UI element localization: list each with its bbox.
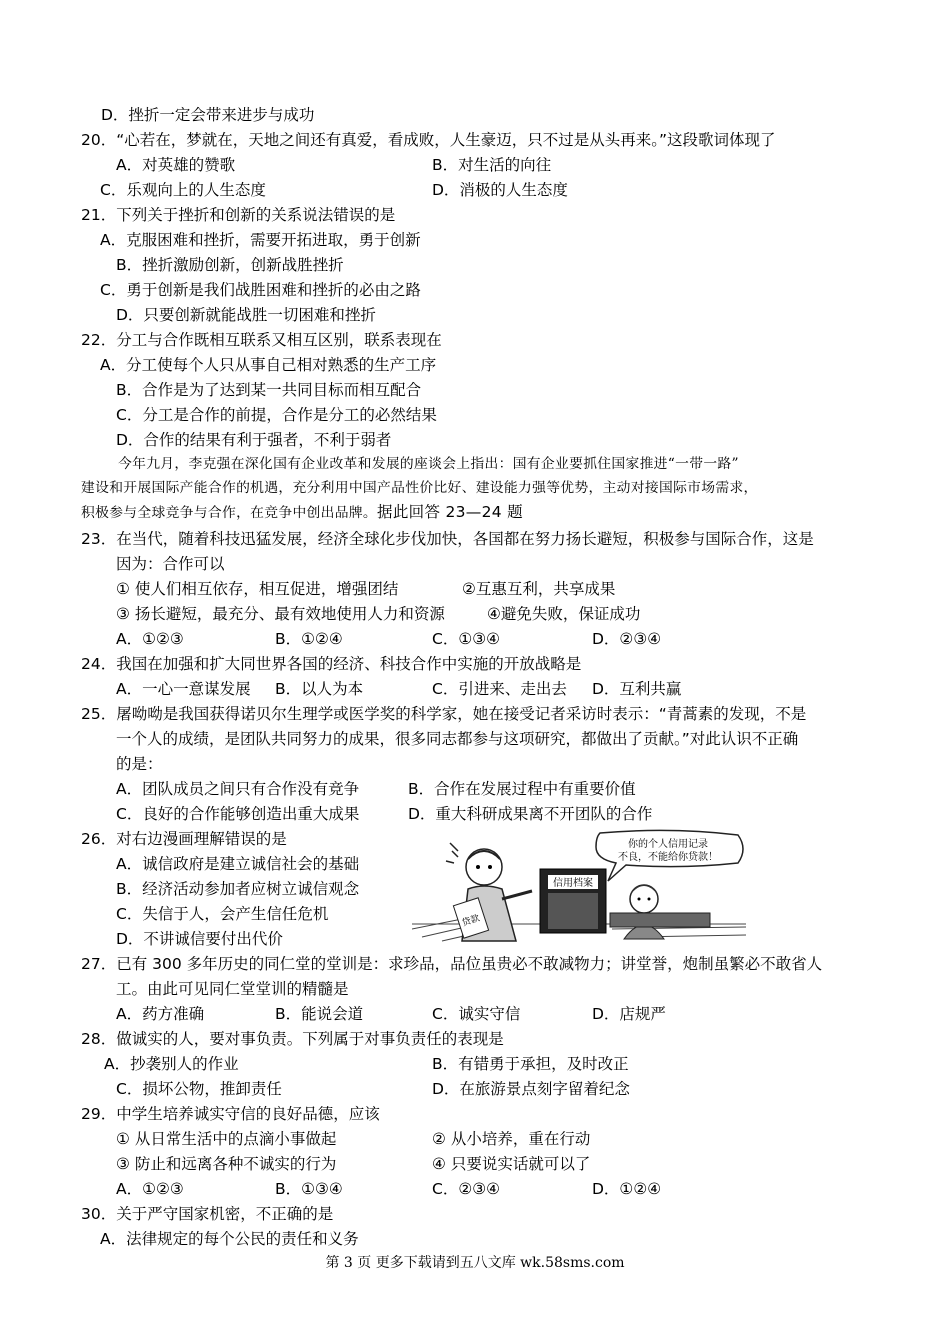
q25-option-c: C．良好的合作能够创造出重大成果 [116,805,360,823]
q25-stem-3: 的是： [116,755,163,773]
q29-choice-4: ④ 只要说实话就可以了 [432,1155,591,1173]
q25-option-a: A．团队成员之间只有合作没有竞争 [116,780,360,798]
q29-option-c: C．②③④ [432,1180,501,1198]
q23-choice-2: ②互惠互利，共享成果 [462,580,616,598]
q28-stem: 28．做诚实的人，要对事负责。下列属于对事负责任的表现是 [81,1030,504,1048]
q21-option-c: C．勇于创新是我们战胜困难和挫折的必由之路 [100,281,421,299]
passage-line-1: 今年九月，李克强在深化国有企业改革和发展的座谈会上指出：国有企业要抓住国家推进“一带一路” [118,456,739,472]
passage-line-3 [81,501,523,524]
q29-option-b: B．①③④ [275,1180,343,1198]
cartoon-loan-paper: 贷款 [460,913,482,929]
q30-stem: 30．关于严守国家机密，不正确的是 [81,1205,334,1223]
q27-option-d: D．店规严 [592,1005,666,1023]
q24-option-c: C．引进来、走出去 [432,680,567,698]
q29-option-a: A．①②③ [116,1180,184,1198]
q20-option-b: B．对生活的向往 [432,156,552,174]
q29-choice-2: ② 从小培养，重在行动 [432,1130,591,1148]
credit-cartoon-illustration [412,829,746,943]
page-footer: 第 3 页 更多下载请到五八文库 wk.58sms.com [325,1255,625,1271]
q24-stem: 24．我国在加强和扩大同世界各国的经济、科技合作中实施的开放战略是 [81,655,582,673]
q24-option-a: A．一心一意谋发展 [116,680,251,698]
passage-instruction: 据此回答 23—24 题 [377,503,523,521]
q25-option-b: B．合作在发展过程中有重要价值 [408,780,636,798]
q23-stem-2: 因为：合作可以 [116,555,225,573]
q19-option-d: D．挫折一定会带来进步与成功 [101,106,315,124]
q28-option-c: C．损坏公物，推卸责任 [116,1080,282,1098]
q21-option-a: A．克服困难和挫折，需要开拓进取，勇于创新 [100,231,421,249]
q26-option-c: C．失信于人，会产生信任危机 [116,905,329,923]
q20-option-d: D．消极的人生态度 [432,181,568,199]
q20-option-c: C．乐观向上的人生态度 [100,181,266,199]
q23-option-b: B．①②④ [275,630,343,648]
q28-option-d: D．在旅游景点刻字留着纪念 [432,1080,630,1098]
q29-option-d: D．①②④ [592,1180,662,1198]
q28-option-a: A．抄袭别人的作业 [104,1055,239,1073]
q27-stem-1: 27．已有 300 多年历史的同仁堂的堂训是：求珍品，品位虽贵必不敢减物力；讲堂誉，炮制虽繁必不敢省人 [81,955,823,973]
q26-option-d: D．不讲诚信要付出代价 [116,930,283,948]
q22-option-c: C．分工是合作的前提，合作是分工的必然结果 [116,406,437,424]
q26-option-b: B．经济活动参加者应树立诚信观念 [116,880,360,898]
q30-option-a: A．法律规定的每个公民的责任和义务 [100,1230,359,1248]
q20-option-a: A．对英雄的赞歌 [116,156,236,174]
q23-option-c: C．①③④ [432,630,501,648]
passage-line-2: 建设和开展国际产能合作的机遇，充分利用中国产品性价比好、建设能力强等优势，主动对接国际市场需求， [81,480,758,496]
q23-choice-1: ① 使人们相互依存，相互促进，增强团结 [116,580,399,598]
q27-option-a: A．药方准确 [116,1005,205,1023]
q23-option-a: A．①②③ [116,630,184,648]
cartoon-speech-line-2: 不良，不能给你贷款！ [618,852,718,863]
q28-option-b: B．有错勇于承担，及时改正 [432,1055,629,1073]
q22-option-a: A．分工使每个人只从事自己相对熟悉的生产工序 [100,356,437,374]
q22-stem: 22．分工与合作既相互联系又相互区别，联系表现在 [81,331,442,349]
q27-option-b: B．能说会道 [275,1005,364,1023]
q25-option-d: D．重大科研成果离不开团队的合作 [408,805,653,823]
q24-option-d: D．互利共赢 [592,680,682,698]
q26-option-a: A．诚信政府是建立诚信社会的基础 [116,855,360,873]
q23-choice-3: ③ 扬长避短，最充分、最有效地使用人力和资源 [116,605,445,623]
q21-option-b: B．挫折激励创新，创新战胜挫折 [116,256,344,274]
q24-option-b: B．以人为本 [275,680,364,698]
q27-option-c: C．诚实守信 [432,1005,521,1023]
cartoon-sign: 信用档案 [553,878,593,889]
q21-stem: 21．下列关于挫折和创新的关系说法错误的是 [81,206,396,224]
q22-option-b: B．合作是为了达到某一共同目标而相互配合 [116,381,422,399]
cartoon-speech-line-1: 你的个人信用记录 [628,839,708,850]
q23-option-d: D．②③④ [592,630,662,648]
q29-stem: 29．中学生培养诚实守信的良好品德，应该 [81,1105,380,1123]
q23-stem-1: 23．在当代，随着科技迅猛发展，经济全球化步伐加快，各国都在努力扬长避短，积极参与国际合作，这是 [81,530,814,548]
q25-stem-1: 25．屠呦呦是我国获得诺贝尔生理学或医学奖的科学家，她在接受记者采访时表示：“青蒿素的发现，不是 [81,705,807,723]
passage-text: 积极参与全球竞争与合作，在竞争中创出品牌。 [81,505,378,521]
q29-choice-3: ③ 防止和远离各种不诚实的行为 [116,1155,337,1173]
q23-choice-4: ④避免失败，保证成功 [487,605,641,623]
q25-stem-2: 一个人的成绩，是团队共同努力的成果，很多同志都参与这项研究，都做出了贡献。”对此认识不正确 [116,730,799,748]
q21-option-d: D．只要创新就能战胜一切困难和挫折 [116,306,376,324]
q26-stem: 26．对右边漫画理解错误的是 [81,830,287,848]
q27-stem-2: 工。由此可见同仁堂堂训的精髓是 [116,980,349,998]
q29-choice-1: ① 从日常生活中的点滴小事做起 [116,1130,337,1148]
q22-option-d: D．合作的结果有利于强者，不利于弱者 [116,431,392,449]
q20-stem: 20．“心若在，梦就在，天地之间还有真爱，看成败，人生豪迈，只不过是从头再来。”这段歌词体现了 [81,131,776,149]
